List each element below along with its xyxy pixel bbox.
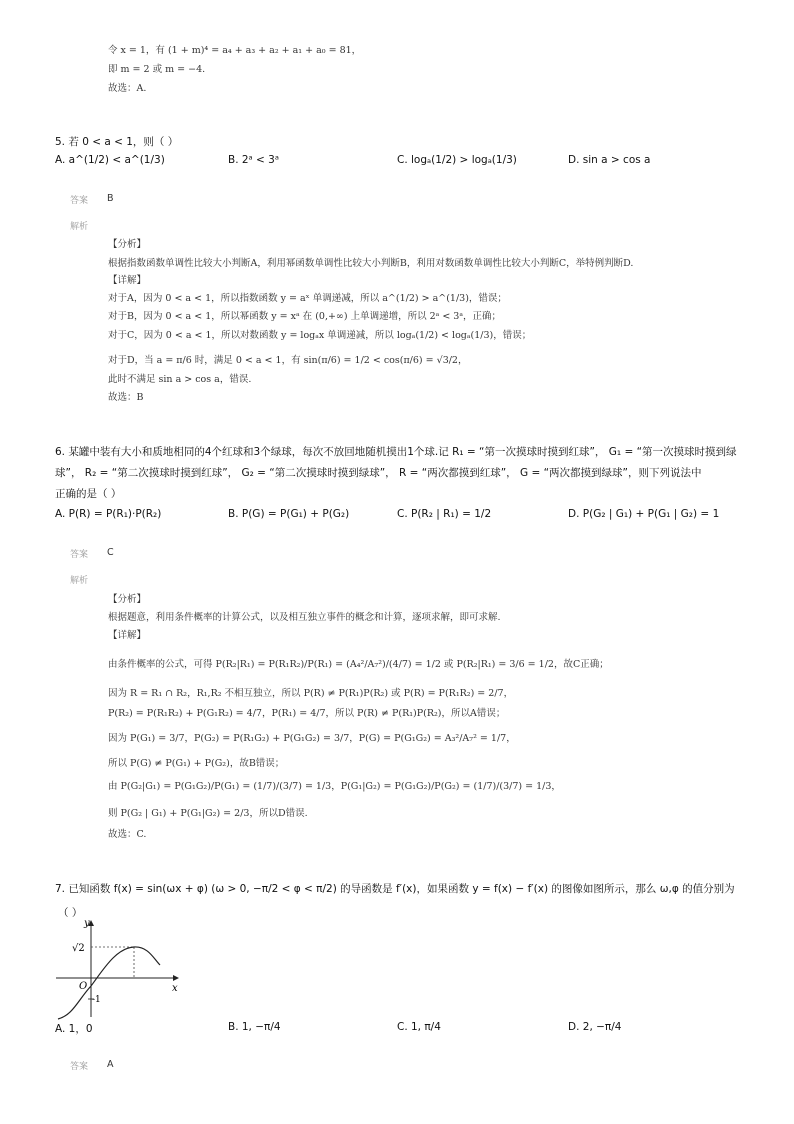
q6-answer-label: 答案	[70, 550, 89, 560]
q5-option-d[interactable]: D. sin a > cos a	[568, 154, 651, 166]
max-label: √2	[72, 943, 85, 954]
q6-line-6: 因为 P(G₁) = 3/7，P(G₂) = P(R₁G₂) + P(G₁G₂) = 3/7，P(G) = P(G₁G₂) = A₃²/A₇² = 1/7，	[108, 733, 516, 744]
q7-option-d[interactable]: D. 2, −π/4	[568, 1021, 622, 1033]
q5-line-2: 【详解】	[108, 275, 147, 286]
q5-line-4: 对于B，因为 0 < a < 1，所以幂函数 y = xᵃ 在 (0,+∞) 上单调递增，所以 2ᵃ < 3ᵃ，正确；	[108, 311, 502, 322]
q5-option-a[interactable]: A. a^(1/2) < a^(1/3)	[55, 154, 165, 166]
q7-stem-line-1: 7. 已知函数 f(x) = sin(ωx + φ) (ω > 0, −π/2 < φ < π/2) 的导函数是 f′(x)，如果函数 y = f(x) − f′(x) 的图像如图所示，那么 ω,φ 的值分别为	[55, 883, 735, 895]
function-curve	[58, 947, 160, 1019]
q6-line-2: 【详解】	[108, 630, 147, 641]
q5-line-0: 【分析】	[108, 239, 147, 250]
q5-line-6: 对于D，当 a = π/6 时，满足 0 < a < 1，有 sin(π/6) = 1/2 < cos(π/6) = √3/2，	[108, 355, 468, 366]
q5-option-b[interactable]: B. 2ᵃ < 3ᵃ	[228, 154, 279, 166]
min-label: -1	[92, 995, 101, 1005]
q5-analysis-label: 解析	[70, 222, 89, 232]
q6-option-a[interactable]: A. P(R) = P(R₁)·P(R₂)	[55, 508, 162, 520]
prev-line-1: 令 x = 1，有 (1 + m)⁴ = a₄ + a₃ + a₂ + a₁ + a₀ = 81，	[108, 45, 362, 56]
q5-stem: 5. 若 0 < a < 1，则（ ）	[55, 136, 179, 148]
q5-line-3: 对于A，因为 0 < a < 1，所以指数函数 y = aˣ 单调递减，所以 a^(1/2) > a^(1/3)，错误；	[108, 293, 507, 304]
q6-option-b[interactable]: B. P(G) = P(G₁) + P(G₂)	[228, 508, 350, 520]
q7-stem-line-2: （ ）	[58, 907, 83, 919]
q7-answer: A	[107, 1059, 114, 1070]
q7-answer-label: 答案	[70, 1062, 89, 1072]
q6-line-1: 根据题意，利用条件概率的计算公式，以及相互独立事件的概念和计算，逐项求解，即可求解.	[108, 612, 501, 623]
q5-option-c[interactable]: C. logₐ(1/2) > logₐ(1/3)	[397, 154, 517, 166]
q7-option-b[interactable]: B. 1, −π/4	[228, 1021, 281, 1033]
q5-line-7: 此时不满足 sin a > cos a，错误.	[108, 374, 252, 385]
q5-answer-label: 答案	[70, 196, 89, 206]
q6-line-3: 由条件概率的公式，可得 P(R₂|R₁) = P(R₁R₂)/P(R₁) = (A₄²/A₇²)/(4/7) = 1/2 或 P(R₂|R₁) = 3/6 = 1/2，故C正确；	[108, 659, 609, 670]
q6-line-4: 因为 R = R₁ ∩ R₂，R₁,R₂ 不相互独立，所以 P(R) ≠ P(R₁)P(R₂) 或 P(R) = P(R₁R₂) = 2/7，	[108, 688, 514, 699]
q5-line-5: 对于C，因为 0 < a < 1，所以对数函数 y = logₐx 单调递减，所以 logₐ(1/2) < logₐ(1/3)，错误；	[108, 330, 532, 341]
q7-graph	[48, 915, 188, 1025]
y-axis-label: y	[84, 918, 90, 929]
q6-line-9: 则 P(G₂ | G₁) + P(G₁|G₂) = 2/3，所以D错误.	[108, 808, 308, 819]
q5-answer: B	[107, 193, 114, 204]
q6-line-5: P(R₂) = P(R₁R₂) + P(G₁R₂) = 4/7，P(R₁) = 4/7，所以 P(R) ≠ P(R₁)P(R₂)，所以A错误；	[108, 708, 506, 719]
q6-option-c[interactable]: C. P(R₂ | R₁) = 1/2	[397, 508, 492, 520]
q6-option-d[interactable]: D. P(G₂ | G₁) + P(G₁ | G₂) = 1	[568, 508, 720, 520]
q5-line-8: 故选：B	[108, 392, 144, 403]
q6-stem-line-3: 正确的是（ ）	[55, 488, 122, 500]
q6-line-7: 所以 P(G) ≠ P(G₁) + P(G₂)，故B错误；	[108, 758, 285, 769]
x-axis-label: x	[172, 983, 178, 994]
q6-stem-line-1: 6. 某罐中装有大小和质地相同的4个红球和3个绿球，每次不放回地随机摸出1个球.记 R₁ = “第一次摸球时摸到红球”， G₁ = “第一次摸球时摸到绿	[55, 446, 737, 458]
q7-option-c[interactable]: C. 1, π/4	[397, 1021, 441, 1033]
q7-option-a[interactable]: A. 1，0	[55, 1023, 93, 1035]
q6-line-0: 【分析】	[108, 594, 147, 605]
q6-analysis-label: 解析	[70, 576, 89, 586]
q6-stem-line-2: 球”， R₂ = “第二次摸球时摸到红球”， G₂ = “第二次摸球时摸到绿球”， R = “两次都摸到红球”， G = “两次都摸到绿球”，则下列说法中	[55, 467, 702, 479]
q5-line-1: 根据指数函数单调性比较大小判断A，利用幂函数单调性比较大小判断B，利用对数函数单调性比较大小判断C，举特例判断D.	[108, 258, 634, 269]
prev-line-3: 故选：A.	[108, 83, 147, 94]
origin-label: O	[79, 981, 88, 992]
q6-answer: C	[107, 547, 114, 558]
prev-line-2: 即 m = 2 或 m = −4.	[108, 64, 206, 75]
q6-line-8: 由 P(G₂|G₁) = P(G₁G₂)/P(G₁) = (1/7)/(3/7) = 1/3，P(G₁|G₂) = P(G₁G₂)/P(G₂) = (1/7)/(3/7) = 1/3，	[108, 781, 561, 792]
q6-line-10: 故选：C.	[108, 829, 147, 840]
